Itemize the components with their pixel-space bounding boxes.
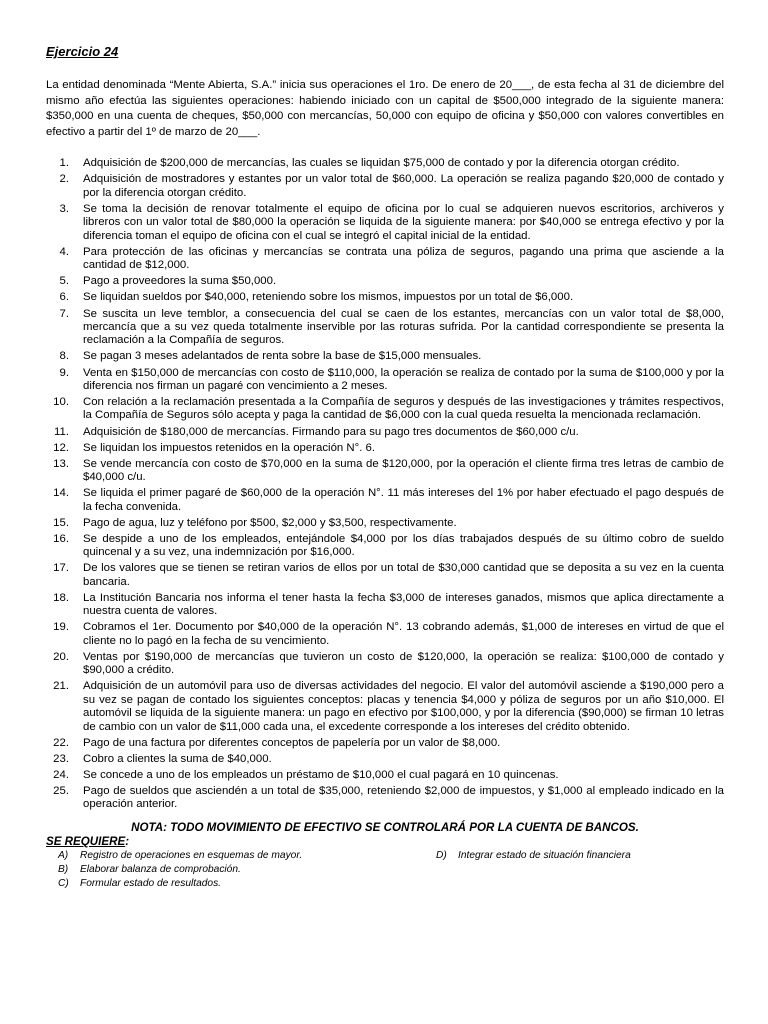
operation-item [46,769,724,782]
operation-item [46,562,724,589]
operation-text: De los valores que se tienen se retiran varios de ellos por un total de $30,000 cantidad que se deposita a su vez en la cuenta bancaria. [83,562,724,588]
operation-item [46,350,724,363]
operation-number: 24. [53,768,69,781]
document-page [46,44,724,891]
operations-list [46,157,724,811]
operation-text: Pago de agua, luz y teléfono por $500, $2,000 y $3,500, respectivamente. [83,516,457,529]
operation-number: 14. [53,487,69,500]
requirements-right-column [418,849,631,891]
operation-item [46,458,724,485]
operation-number: 22. [53,736,69,749]
operation-text: Se vende mercancía con costo de $70,000 en la suma de $120,000, por la operación el cliente firma tres letras de cambio de $40,000 c/u. [83,457,724,484]
operation-item [46,173,724,200]
operation-text: Se liquida el primer pagaré de $60,000 de la operación N°. 11 más intereses del 1% por haber efectuado el pago después de la fecha convenida. [83,487,724,513]
operation-text: Se liquidan sueldos por $40,000, reteniendo sobre los mismos, impuestos por un total de $6,000. [83,291,574,304]
operation-number: 21. [53,680,69,693]
operation-item [46,203,724,243]
exercise-title: Ejercicio 24 [46,44,119,59]
operation-number: 16. [53,532,69,545]
operation-number: 13. [53,457,69,470]
operation-item [46,651,724,678]
operation-number: 15. [53,516,69,529]
operation-number: 18. [53,591,69,604]
requirement-letter: B) [58,863,69,875]
operation-number: 17. [53,562,69,575]
operation-number: 10. [53,396,69,409]
operation-number: 25. [53,784,69,797]
requirement-text: Formular estado de resultados. [80,877,221,889]
requirements-colon: : [125,834,130,848]
operation-item [46,246,724,273]
operation-text: Cobramos el 1er. Documento por $40,000 de la operación N°. 13 cobrando además, $1,000 de intereses en virtud de que el cliente no lo pagó en la fecha de su vencimiento. [83,621,724,647]
operation-item [46,785,724,812]
operation-text: Se despide a uno de los empleados, entejándole $4,000 por los días trabajados después de su último cobro de sueldo quincenal y a su vez, una indemnización por $16,000. [83,532,724,559]
operation-text: Adquisición de mostradores y estantes por un valor total de $60,000. La operación se realiza pagando $20,000 de contado y por la diferencia otorgan crédito. [83,173,724,199]
operation-text: Se liquidan los impuestos retenidos en la operación N°. 6. [83,441,376,454]
requirements-list [46,849,724,891]
operation-item [46,275,724,288]
operation-item [46,291,724,304]
operation-number: 5. [59,275,69,288]
operation-text: Cobro a clientes la suma de $40,000. [83,752,272,765]
cash-note: NOTA: TODO MOVIMIENTO DE EFECTIVO SE CONTROLARÁ POR LA CUENTA DE BANCOS. [131,820,639,834]
operation-text: Adquisición de $180,000 de mercancías. Firmando para su pago tres documentos de $60,000 c/u. [83,425,579,438]
operation-item [46,157,724,170]
operation-number: 8. [59,350,69,363]
operation-item [46,426,724,439]
requirement-item [58,863,418,877]
operation-number: 1. [59,157,69,170]
operation-text: Adquisición de $200,000 de mercancías, las cuales se liquidan $75,000 de contado y por la diferencia otorgan crédito. [83,157,680,170]
requirements-title: SE REQUIERE [46,834,126,848]
operation-number: 23. [53,752,69,765]
operation-item [46,753,724,766]
operation-text: Se suscita un leve temblor, a consecuencia del cual se caen de los estantes, mercancías con un valor total de $8,000, mercancía que a su vez queda totalmente inservible por las roturas sufrida. Por la cantidad correspondiente se presenta la reclamación a la Compañía de seguros. [83,307,724,347]
operation-text: La Institución Bancaria nos informa el tener hasta la fecha $3,000 de intereses ganados, mismos que aplica directamente a nuestra cuenta de valores. [83,591,724,618]
operation-item [46,308,724,348]
operation-text: Se pagan 3 meses adelantados de renta sobre la base de $15,000 mensuales. [83,350,482,363]
operation-item [46,396,724,423]
operation-text: Adquisición de un automóvil para uso de diversas actividades del negocio. El valor del automóvil asciende a $190,000 pero a su vez se pagan de contado los siguientes conceptos: placas y tenencia $4,000 y póliza de seguros por un año $10,000. El automóvil se liquida de la siguiente manera: un pago en efectivo por $100,000, y por la diferencia ($90,000) se firman 10 letras de cambio con un valor de $11,000 cada una, el excedente corresponde a los intereses del crédito obtenido. [83,680,724,733]
operation-number: 9. [59,366,69,379]
requirement-text: Integrar estado de situación financiera [458,849,631,861]
operation-item [46,737,724,750]
requirement-letter: D) [436,849,447,861]
requirement-letter: A) [58,849,69,861]
operation-number: 11. [54,425,69,438]
operation-item [46,621,724,648]
operation-text: Con relación a la reclamación presentada a la Compañía de seguros y después de las investigaciones y trámites respectivos, la Compañía de Seguros sólo acepta y paga la cantidad de $6,000 con la cual queda resuelta la mencionada reclamación. [83,396,724,422]
operation-item [46,487,724,514]
operation-number: 6. [59,291,69,304]
requirement-letter: C) [58,877,69,889]
operation-text: Pago de una factura por diferentes conceptos de papelería por un valor de $8,000. [83,736,501,749]
intro-paragraph: La entidad denominada “Mente Abierta, S.A.” inicia sus operaciones el 1ro. De enero de 20___, de esta fecha al 31 de diciembre del mismo año efectúa las siguientes operaciones: habiendo iniciado con un capital de $500,000 integrado de la siguiente manera: $350,000 en una cuenta de cheques, $50,000 con mercancías, 50,000 con equipo de oficina y $50,000 con valores convertibles en efectivo a partir del 1º de marzo de 20___. [46,79,724,138]
requirement-text: Elaborar balanza de comprobación. [80,863,241,875]
requirements-left-column [46,849,418,891]
requirements-heading [46,835,724,849]
operation-text: Pago de sueldos que asciendén a un total de $35,000, reteniendo $2,000 de impuestos, y $1,000 al empleado indicado en la operación anterior. [83,784,724,811]
operation-text: Se concede a uno de los empleados un préstamo de $10,000 el cual pagará en 10 quincenas. [83,768,559,781]
operation-item [46,533,724,560]
operation-item [46,517,724,530]
operation-text: Venta en $150,000 de mercancías con costo de $110,000, la operación se realiza de contado por la suma de $100,000 y por la diferencia nos firman un pagaré con vencimiento a 2 meses. [83,366,724,392]
requirement-item [58,877,418,891]
requirement-item [58,849,418,863]
operation-number: 4. [59,245,69,258]
operation-number: 20. [53,650,69,663]
operation-number: 19. [53,621,69,634]
operation-number: 3. [59,202,69,215]
operation-text: Se toma la decisión de renovar totalmente el equipo de oficina por lo cual se adquieren nuevos escritorios, archiveros y libreros con un valor total de $80,000 la operación se liquida de la siguiente manera: por $40,000 se entrega efectivo y por la diferencia toman el equipo de oficina con el cual se integró el capital inicial de la entidad. [83,202,724,242]
operation-text: Ventas por $190,000 de mercancías que tuvieron un costo de $120,000, la operación se realiza: $100,000 de contado y $90,000 a crédito. [83,650,724,677]
operation-number: 2. [59,173,69,186]
operation-item [46,680,724,734]
operation-item [46,442,724,455]
requirement-item [436,849,631,863]
operation-item [46,592,724,619]
operation-number: 7. [59,307,69,320]
operation-text: Para protección de las oficinas y mercancías se contrata una póliza de seguros, pagando una prima que asciende a la cantidad de $12,000. [83,245,724,272]
operation-item [46,367,724,394]
operation-number: 12. [53,441,69,454]
operation-text: Pago a proveedores la suma $50,000. [83,275,277,288]
requirement-text: Registro de operaciones en esquemas de mayor. [80,849,303,861]
